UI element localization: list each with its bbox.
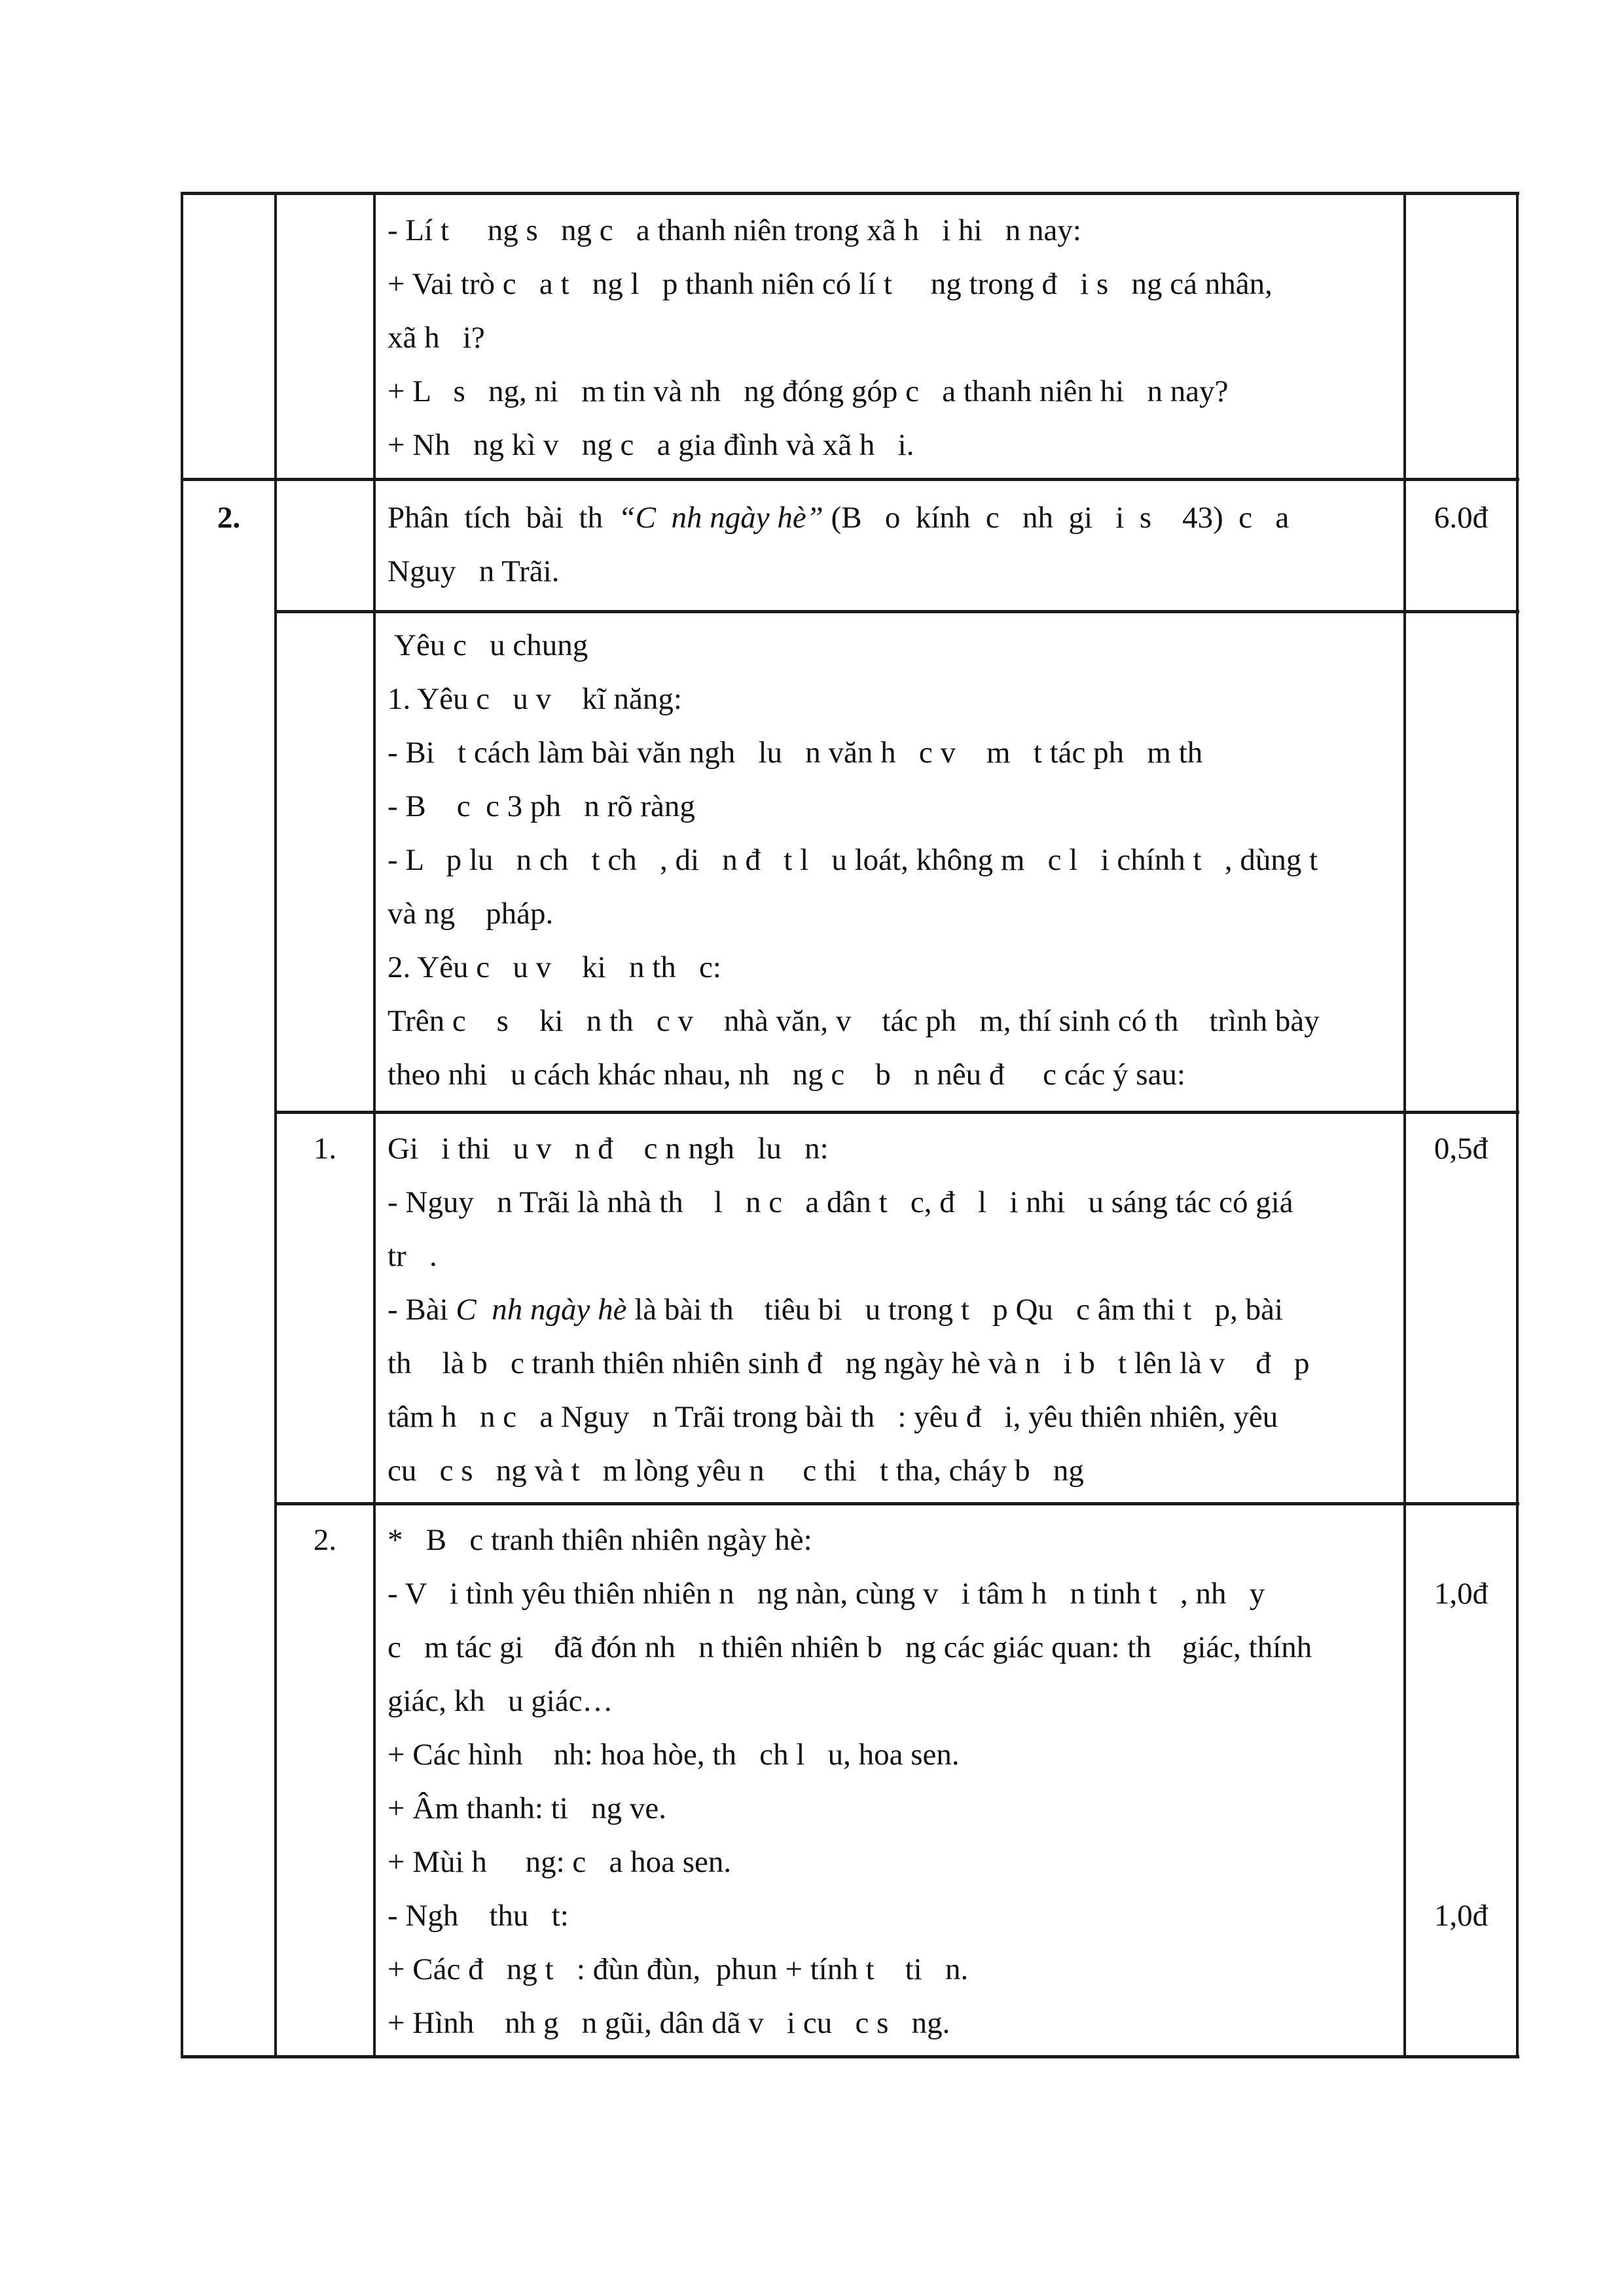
text-line: Trên c s ki n th c v nhà văn, v tác ph m, thí sinh có th trình bày — [388, 1004, 1320, 1038]
text-line: và ng pháp. — [388, 897, 554, 931]
text-line: + Vai trò c a t ng l p thanh niên có lí t ng trong đ i s ng cá nhân, — [388, 267, 1272, 301]
intro-continuation-cell — [388, 204, 1396, 472]
requirements-cell — [388, 619, 1396, 1102]
text-line: giác, kh u giác… — [388, 1684, 613, 1718]
poem-title: “C nh ngày hè” — [618, 501, 823, 535]
table-top-border — [181, 192, 1519, 195]
text-line: + L s ng, ni m tin và nh ng đóng góp c a thanh niên hi n nay? — [388, 374, 1229, 408]
point-2-number: 2. — [313, 1523, 337, 1557]
text-line: + Các hình nh: hoa hòe, th ch l u, hoa sen. — [388, 1738, 960, 1772]
poem-title: C nh ngày hè — [456, 1293, 627, 1327]
text-line: - V i tình yêu thiên nhiên n ng nàn, cùng v i tâm h n tinh t , nh y — [388, 1577, 1265, 1611]
text-line: th là b c tranh thiên nhiên sinh đ ng ngày hè và n i b t lên là v đ p — [388, 1346, 1310, 1380]
prompt-suffix: (B o kính c nh gi i s 43) c a — [823, 501, 1290, 535]
text-line: cu c s ng và t m lòng yêu n c thi t tha, cháy b ng — [388, 1454, 1084, 1488]
prompt-line-1 — [388, 491, 1396, 545]
text-line: - B c c 3 ph n rõ ràng — [388, 789, 695, 823]
text-line: + Hình nh g n gũi, dân dã v i cu c s ng. — [388, 2006, 950, 2040]
text-line: 2. Yêu c u v ki n th c: — [388, 950, 721, 984]
text-line: + Các đ ng t : đùn đùn, phun + tính t ti n. — [388, 1952, 969, 1986]
prompt-line-2: Nguy n Trãi. — [388, 554, 560, 588]
text-line: Yêu c u chung — [388, 628, 588, 662]
line-suffix: là bài th tiêu bi u trong t p Qu c âm thi t p, bài — [626, 1293, 1284, 1327]
text-line: * B c tranh thiên nhiên ngày hè: — [388, 1523, 812, 1557]
text-line: theo nhi u cách khác nhau, nh ng c b n nêu đ c các ý sau: — [388, 1058, 1186, 1092]
point-2-score-b: 1,0đ — [1434, 1899, 1489, 1933]
text-line: - Nguy n Trãi là nhà th l n c a dân t c, đ l i nhi u sáng tác có giá — [388, 1185, 1293, 1219]
point-1-score: 0,5đ — [1434, 1132, 1489, 1166]
table-left-border — [181, 192, 183, 2058]
question-prompt — [388, 491, 1396, 598]
text-line: Gi i thi u v n đ c n ngh lu n: — [388, 1132, 829, 1166]
row-divider-3 — [275, 1111, 1519, 1114]
table-right-border — [1516, 192, 1519, 2058]
row-divider-2 — [275, 610, 1519, 613]
question-number: 2. — [217, 501, 241, 535]
text-line: + Mùi h ng: c a hoa sen. — [388, 1845, 732, 1879]
question-score: 6.0đ — [1434, 501, 1489, 535]
text-line: + Nh ng kì v ng c a gia đình và xã h i. — [388, 428, 914, 462]
point-2-score-a: 1,0đ — [1434, 1577, 1489, 1611]
point-1-number: 1. — [313, 1132, 337, 1166]
text-line: xã h i? — [388, 321, 485, 355]
line-prefix: - Bài — [388, 1293, 456, 1327]
row-divider-1 — [181, 478, 1519, 481]
text-line: - L p lu n ch t ch , di n đ t l u loát, không m c l i chính t , dùng t — [388, 843, 1318, 877]
table-bottom-border — [181, 2055, 1519, 2058]
text-line: tâm h n c a Nguy n Trãi trong bài th : yêu đ i, yêu thiên nhiên, yêu — [388, 1400, 1278, 1434]
text-line: c m tác gi đã đón nh n thiên nhiên b ng các giác quan: th giác, thính — [388, 1630, 1312, 1664]
prompt-prefix: Phân tích bài th — [388, 501, 619, 535]
text-line — [388, 1283, 1396, 1336]
text-line: + Âm thanh: ti ng ve. — [388, 1791, 666, 1825]
column-divider-2 — [373, 192, 376, 2058]
point-2-content — [388, 1513, 1396, 2050]
point-1-content — [388, 1122, 1396, 1498]
text-line: - Lí t ng s ng c a thanh niên trong xã h i hi n nay: — [388, 213, 1081, 247]
text-line: - Bi t cách làm bài văn ngh lu n văn h c v m t tác ph m th — [388, 736, 1203, 770]
text-line: 1. Yêu c u v kĩ năng: — [388, 682, 682, 716]
text-line: tr . — [388, 1239, 437, 1273]
text-line: - Ngh thu t: — [388, 1899, 569, 1933]
row-divider-4 — [275, 1502, 1519, 1505]
